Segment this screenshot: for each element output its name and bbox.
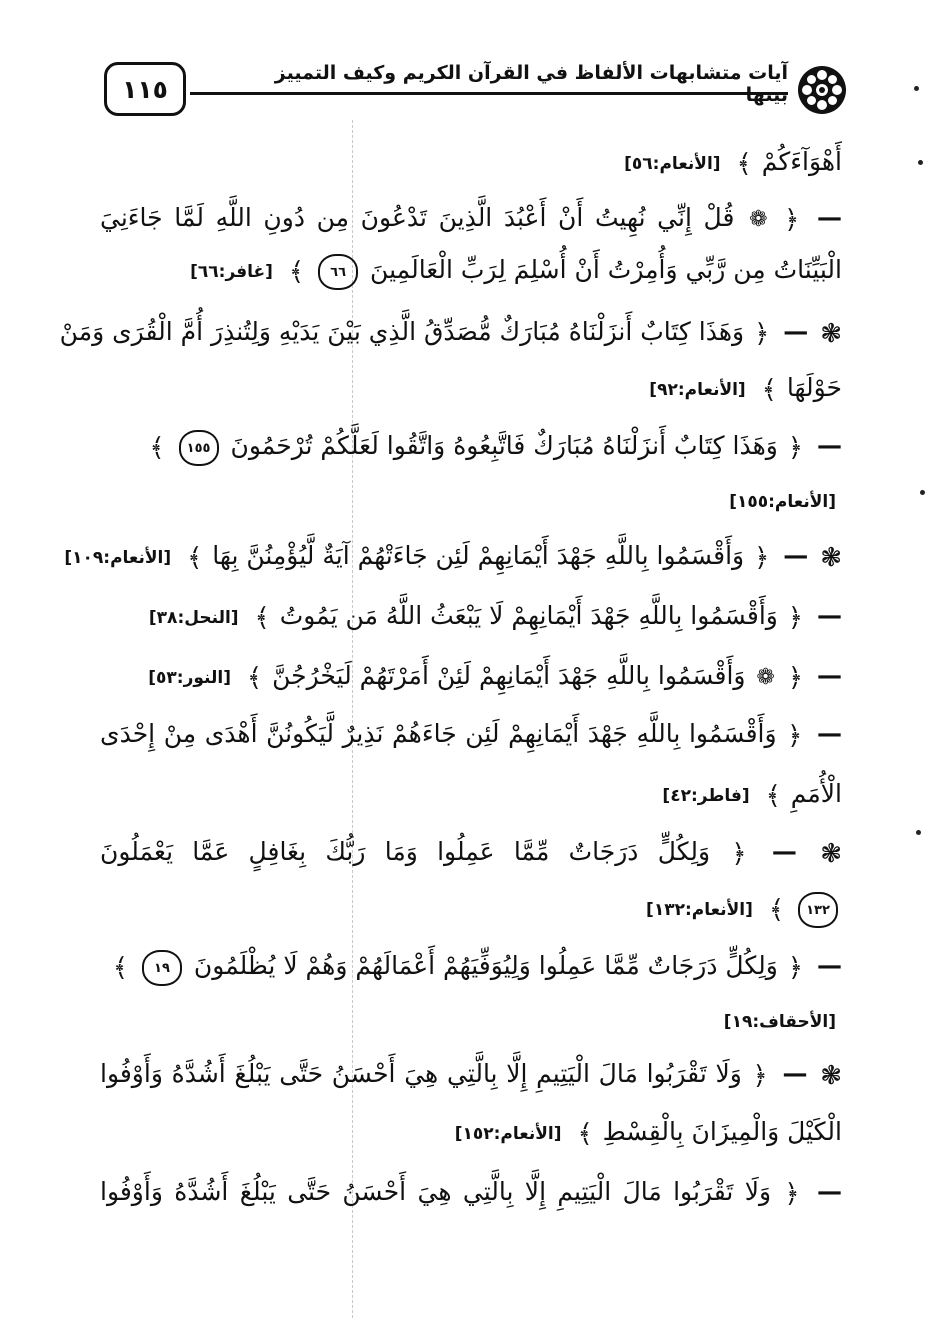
section-ornament-icon: ❃ [820,1060,843,1091]
text-line [100,830,842,874]
running-title: آيات متشابهات الألفاظ في القرآن الكريم وكيف التمييز بينها [274,62,788,106]
close-bracket: ﴾ [149,432,165,463]
margin-dot [918,160,923,165]
dash: — [817,719,842,748]
verse-number-marker: ١٩ [142,950,182,986]
verse-number-marker: ١٣٢ [798,892,838,928]
text-line [100,998,842,1042]
text-line [100,1052,842,1096]
quran-text: وَلَا تَقْرَبُوا مَالَ الْيَتِيمِ إِلَّا بِالَّتِي هِيَ أَحْسَنُ حَتَّى يَبْلُغَ أَشُدَّهُ وَأَوْفُوا [100,1177,772,1206]
dash: — [817,661,842,690]
verse-number-marker: ٦٦ [318,254,358,290]
open-bracket: ﴿ [784,1178,800,1209]
close-bracket: ﴾ [768,894,785,925]
quran-text: الْأُمَمِ [790,779,842,808]
verse-reference: [النور:٥٣] [148,667,231,688]
open-bracket: ﴿ [752,1060,768,1091]
verse-reference: [الأنعام:١٠٩] [64,547,172,568]
verse-number-marker: ١٥٥ [179,430,219,466]
dash: — [817,601,842,630]
quran-text: الْكَيْلَ وَالْمِيزَانَ بِالْقِسْطِ [602,1117,842,1146]
text-line [100,886,842,930]
dash: — [817,203,843,232]
page-header [100,62,848,128]
text-line [100,594,842,638]
rosette-ornament-icon [796,64,848,116]
section-ornament-icon: ❃ [820,838,842,869]
text-line [100,478,842,522]
quran-text: الْبَيِّنَاتُ مِن رَّبِّي وَأُمِرْتُ أَنْ أُسْلِمَ لِرَبِّ الْعَالَمِينَ [370,255,842,284]
dash: — [783,541,809,570]
open-bracket: ﴿ [754,318,770,349]
quran-text: وَأَقْسَمُوا بِاللَّهِ جَهْدَ أَيْمَانِهِمْ لَئِن جَاءَهُمْ نَذِيرٌ لَّيَكُونُنَّ أَهْدَى مِنْ إِحْدَى [100,719,777,748]
close-bracket: ﴾ [736,148,752,179]
verse-reference: [غافر:٦٦] [190,261,273,282]
quran-text: وَلَا تَقْرَبُوا مَالَ الْيَتِيمِ إِلَّا بِالَّتِي هِيَ أَحْسَنُ حَتَّى يَبْلُغَ أَشُدَّهُ وَأَوْفُوا [100,1059,742,1088]
text-line [100,424,842,468]
text-line [100,654,842,698]
quran-text: قُلْ إِنِّي نُهِيتُ أَنْ أَعْبُدَ الَّذِينَ تَدْعُونَ مِن دُونِ اللَّهِ لَمَّا جَاءَنِيَ [100,203,735,232]
verse-reference: [الأحقاف:١٩] [723,1011,836,1032]
quran-text: وَأَقْسَمُوا بِاللَّهِ جَهْدَ أَيْمَانِهِمْ لَا يَبْعَثُ اللَّهُ مَن يَمُوتُ [279,601,778,630]
text-line [100,1170,842,1214]
open-bracket: ﴿ [787,602,804,633]
open-bracket: ﴿ [784,204,800,235]
open-bracket: ﴿ [754,542,770,573]
close-bracket: ﴾ [761,374,777,405]
close-bracket: ﴾ [246,662,263,693]
close-bracket: ﴾ [112,952,129,983]
page-number: ١١٥ [122,74,168,104]
quran-text: وَأَقْسَمُوا بِاللَّهِ جَهْدَ أَيْمَانِهِمْ لَئِنْ أَمَرْتَهُمْ لَيَخْرُجُنَّ [272,661,746,690]
verse-reference: [الأنعام:١٥٥] [729,491,836,512]
verse-reference: [الأنعام:٥٦] [624,153,721,174]
quran-text: وَأَقْسَمُوا بِاللَّهِ جَهْدَ أَيْمَانِهِمْ لَئِن جَاءَتْهُمْ آيَةٌ لَّيُؤْمِنُنَّ بِهَا [212,541,745,570]
open-bracket: ﴿ [787,662,804,693]
open-bracket: ﴿ [731,838,747,869]
close-bracket: ﴾ [765,780,781,811]
verse-reference: [الأنعام:١٣٢] [646,899,753,920]
flower-ornament-icon: ❁ [756,664,775,690]
quran-text: حَوْلَهَا [786,373,842,402]
margin-dot [914,86,919,91]
margin-dot [916,830,921,835]
dash: — [771,837,797,866]
dash: — [817,1177,843,1206]
verse-reference: [فاطر:٤٢] [662,785,750,806]
quran-text: أَهْوَآءَكُمْ [761,147,842,176]
section-ornament-icon: ❃ [820,542,842,573]
quran-text: وَهَذَا كِتَابٌ أَنزَلْنَاهُ مُبَارَكٌ مُّصَدِّقُ الَّذِي بَيْنَ يَدَيْهِ وَلِتُنذِرَ أُمَّ الْقُرَى وَمَنْ [59,317,745,346]
dash: — [783,317,809,346]
page-number-box [104,62,186,116]
quran-text: وَلِكُلٍّ دَرَجَاتٌ مِّمَّا عَمِلُوا وَمَا رَبُّكَ بِغَافِلٍ عَمَّا يَعْمَلُونَ [100,837,711,866]
text-line [100,140,842,184]
text-line [100,712,842,756]
text-line [100,944,842,988]
quran-text: وَلِكُلٍّ دَرَجَاتٌ مِّمَّا عَمِلُوا وَلِيُوَفِّيَهُمْ أَعْمَالَهُمْ وَهُمْ لَا يُظْلَمُونَ [193,951,778,980]
close-bracket: ﴾ [288,256,305,287]
verse-reference: [الأنعام:١٥٢] [454,1123,562,1144]
open-bracket: ﴿ [787,720,803,751]
verse-reference: [النحل:٣٨] [148,607,239,628]
text-line [100,366,842,410]
text-line [100,1110,842,1154]
open-bracket: ﴿ [787,952,804,983]
text-line [100,248,842,292]
verse-reference: [الأنعام:٩٢] [649,379,746,400]
dash: — [817,431,842,460]
quran-text: وَهَذَا كِتَابٌ أَنزَلْنَاهُ مُبَارَكٌ فَاتَّبِعُوهُ وَاتَّقُوا لَعَلَّكُمْ تُرْحَمُونَ [230,431,778,460]
close-bracket: ﴾ [577,1118,593,1149]
margin-dot [920,490,925,495]
text-line [100,196,842,240]
dash: — [817,951,842,980]
text-line [100,772,842,816]
section-ornament-icon: ❃ [820,318,842,349]
text-line [64,534,842,578]
close-bracket: ﴾ [187,542,203,573]
flower-ornament-icon: ❁ [749,206,768,232]
text-line [59,310,842,354]
close-bracket: ﴾ [254,602,270,633]
dash: — [782,1059,808,1088]
open-bracket: ﴿ [787,432,804,463]
